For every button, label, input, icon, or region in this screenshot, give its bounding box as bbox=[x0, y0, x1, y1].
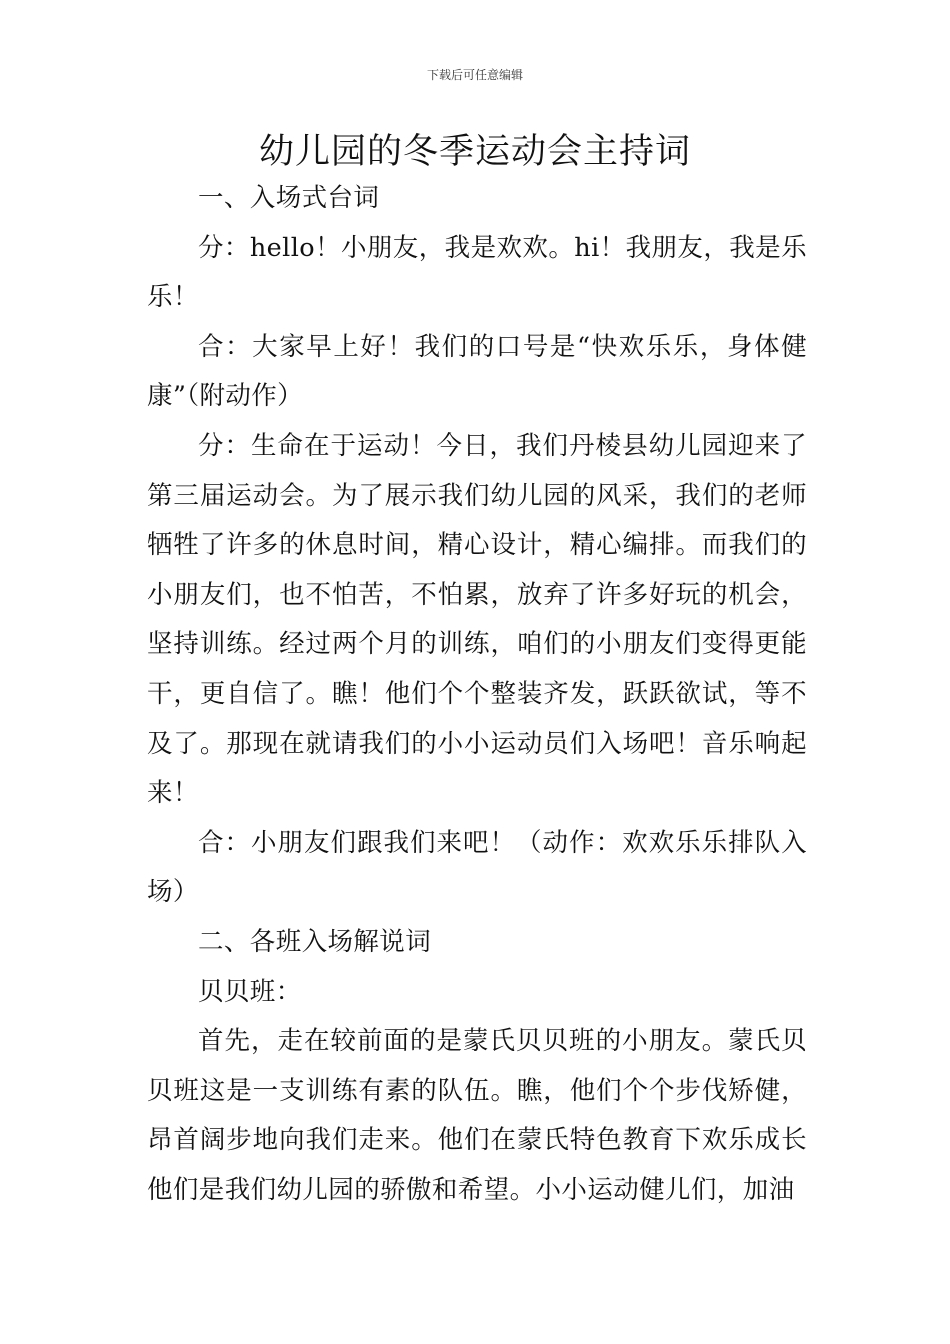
paragraph-class-name: 贝贝班： bbox=[198, 976, 302, 1007]
paragraph-class-commentary: 首先，走在较前面的是蒙氏贝贝班的小朋友。蒙氏贝贝班这是一支训练有素的队伍。瞧，他们个个步伐矫健，昂首阔步地向我们走来。他们在蒙氏特色教育下欢乐成长他们是我们幼儿园的骄傲和希望。小小运动健儿们，加油 bbox=[147, 1026, 807, 1205]
paragraph-intro-split: 分：hello！小朋友，我是欢欢。hi！我朋友，我是乐乐！ bbox=[147, 232, 807, 313]
paragraph-entry-together: 合：小朋友们跟我们来吧！（动作：欢欢乐乐排队入场） bbox=[147, 827, 807, 908]
document-title: 幼儿园的冬季运动会主持词 bbox=[258, 132, 691, 172]
paragraph-section-1-heading: 一、入场式台词 bbox=[198, 183, 380, 213]
document-body bbox=[147, 174, 807, 1215]
paragraph-greeting-together: 合：大家早上好！我们的口号是“快欢乐乐，身体健康”（附动作） bbox=[147, 331, 807, 412]
paragraph-opening-speech: 分：生命在于运动！今日，我们丹棱县幼儿园迎来了第三届运动会。为了展示我们幼儿园的风采，我们的老师牺牲了许多的休息时间，精心设计，精心编排。而我们的小朋友们，也不怕苦，不怕累，放弃了许多好玩的机会，坚持训练。经过两个月的训练，咱们的小朋友们变得更能干，更自信了。瞧！他们个个整装齐发，跃跃欲试，等不及了。那现在就请我们的小小运动员们入场吧！音乐响起来！ bbox=[147, 430, 807, 809]
paragraph-section-2-heading: 二、各班入场解说词 bbox=[198, 926, 432, 957]
header-note: 下载后可任意编辑 bbox=[426, 68, 523, 82]
